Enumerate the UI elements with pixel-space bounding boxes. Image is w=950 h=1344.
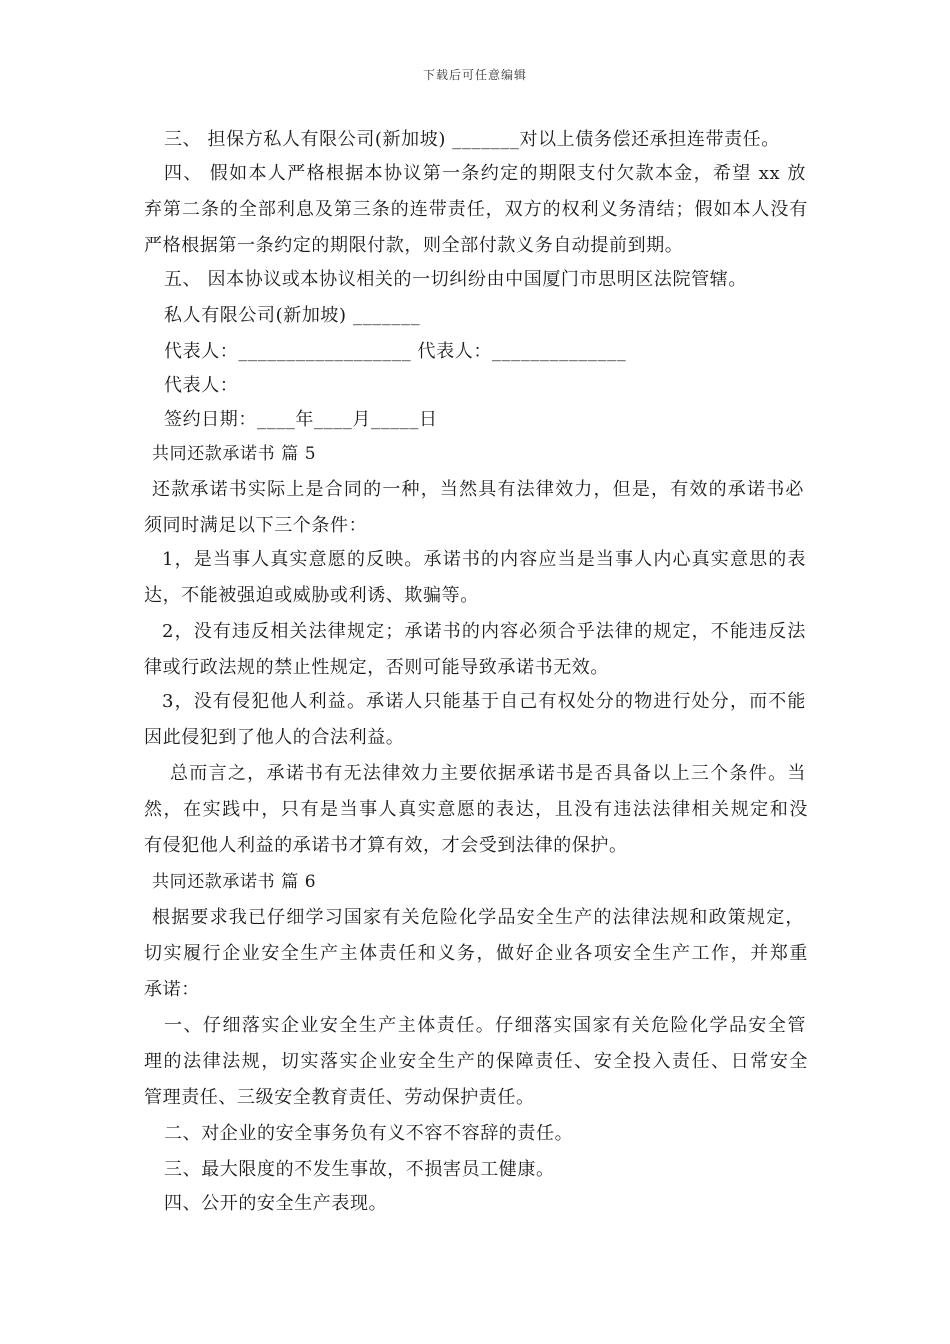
condition-3-line-2: 因此侵犯到了他人的合法利益。 xyxy=(144,727,405,748)
clause-3-line: 三、 担保方私人有限公司(新加坡) _______对以上债务偿还承担连带责任。 xyxy=(164,129,780,150)
pledge-3-line: 三、最大限度的不发生事故，不损害员工健康。 xyxy=(164,1159,555,1180)
signing-date-line: 签约日期：____年____月_____日 xyxy=(164,409,438,430)
summary-line-2: 然，在实践中，只有是当事人真实意愿的表达，且没有违法法律相关规定和没 xyxy=(144,799,808,820)
company-signature-line: 私人有限公司(新加坡) _______ xyxy=(164,305,421,326)
section-6-intro-line-3: 承诺： xyxy=(144,979,200,1000)
section-5-title: 共同还款承诺书 篇 5 xyxy=(152,444,317,464)
condition-2-line-2: 律或行政法规的禁止性规定，否则可能导致承诺书无效。 xyxy=(144,657,609,678)
condition-1-line-1: 1，是当事人真实意愿的反映。承诺书的内容应当是当事人内心真实意思的表 xyxy=(162,549,806,570)
section-5-intro-line-1: 还款承诺书实际上是合同的一种，当然具有法律效力，但是，有效的承诺书必 xyxy=(152,479,804,500)
section-5-intro-line-2: 须同时满足以下三个条件： xyxy=(144,515,368,536)
condition-3-line-1: 3，没有侵犯他人利益。承诺人只能基于自己有权处分的物进行处分，而不能 xyxy=(162,691,806,712)
section-6-intro-line-2: 切实履行企业安全生产主体责任和义务，做好企业各项安全生产工作，并郑重 xyxy=(144,943,808,964)
clause-4-line-2: 弃第二条的全部利息及第三条的连带责任，双方的权利义务清结；假如本人没有 xyxy=(144,199,808,220)
pledge-1-line-1: 一、仔细落实企业安全生产主体责任。仔细落实国家有关危险化学品安全管 xyxy=(164,1015,806,1036)
summary-line-3: 有侵犯他人利益的承诺书才算有效，才会受到法律的保护。 xyxy=(144,835,628,856)
pledge-1-line-2: 理的法律法规，切实落实企业安全生产的保障责任、安全投入责任、日常安全 xyxy=(144,1051,808,1072)
section-6-title: 共同还款承诺书 篇 6 xyxy=(152,872,317,892)
representatives-line: 代表人：__________________ 代表人：______________ xyxy=(164,341,627,362)
clause-5-line: 五、 因本协议或本协议相关的一切纠纷由中国厦门市思明区法院管辖。 xyxy=(164,269,747,290)
clause-4-line-1: 四、 假如本人严格根据本协议第一条约定的期限支付欠款本金，希望 xx 放 xyxy=(164,163,806,184)
condition-1-line-2: 达，不能被强迫或威胁或利诱、欺骗等。 xyxy=(144,585,479,606)
pledge-1-line-3: 管理责任、三级安全教育责任、劳动保护责任。 xyxy=(144,1087,535,1108)
page-header: 下载后可任意编辑 xyxy=(422,68,527,82)
clause-4-line-3: 严格根据第一条约定的期限付款，则全部付款义务自动提前到期。 xyxy=(144,235,684,256)
condition-2-line-1: 2，没有违反相关法律规定；承诺书的内容必须合乎法律的规定，不能违反法 xyxy=(162,621,806,642)
pledge-2-line: 二、对企业的安全事务负有义不容不容辞的责任。 xyxy=(164,1123,574,1144)
section-6-intro-line-1: 根据要求我已仔细学习国家有关危险化学品安全生产的法律法规和政策规定， xyxy=(152,907,804,928)
pledge-4-line: 四、公开的安全生产表现。 xyxy=(164,1193,388,1214)
summary-line-1: 总而言之，承诺书有无法律效力主要依据承诺书是否具备以上三个条件。当 xyxy=(170,763,806,784)
representative-line: 代表人： xyxy=(164,375,239,396)
